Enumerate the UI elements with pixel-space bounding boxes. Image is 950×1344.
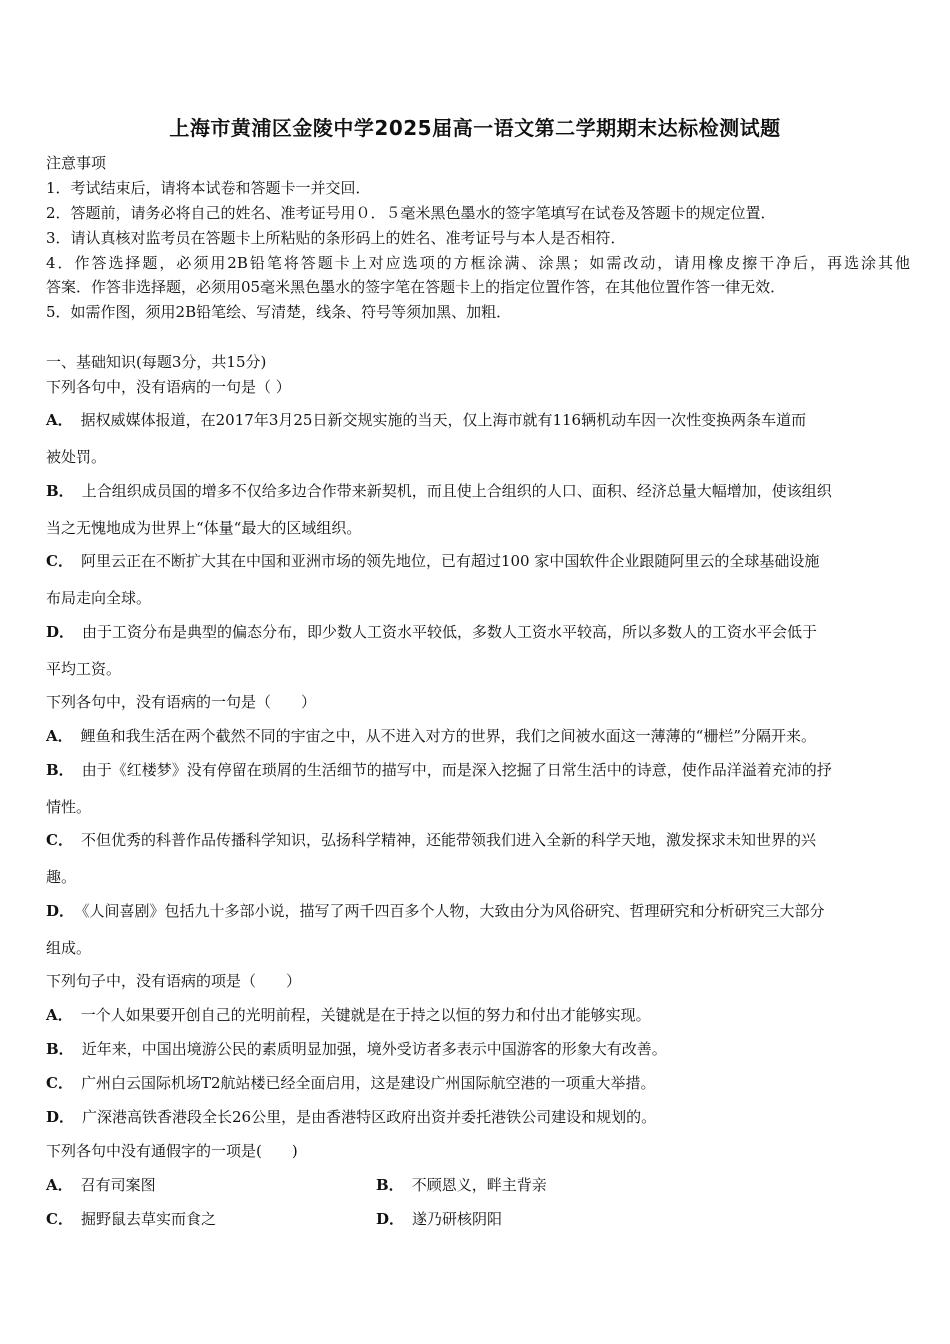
q1-c-label: C． bbox=[46, 552, 73, 570]
q2-option-b bbox=[46, 759, 910, 780]
notice-item-3: 3．请认真核对监考员在答题卡上所粘贴的条形码上的姓名、准考证号与本人是否相符． bbox=[46, 229, 626, 247]
notice-item-1: 1．考试结束后，请将本试卷和答题卡一并交回． bbox=[46, 179, 371, 197]
q3-stem: 下列句子中，没有语病的项是（ ） bbox=[46, 972, 302, 990]
q3-c-text: 广州白云国际机场T2航站楼已经全面启用，这是建设广州国际航空港的一项重大举措。 bbox=[80, 1074, 656, 1092]
notice-item-5: 5．如需作图，须用2B铅笔绘、写清楚，线条、符号等须加黑、加粗． bbox=[46, 303, 512, 321]
q2-stem: 下列各句中，没有语病的一句是（ ） bbox=[46, 693, 317, 711]
q4-option-b bbox=[376, 1174, 547, 1195]
q3-d-label: D． bbox=[46, 1108, 75, 1126]
q3-option-d bbox=[46, 1106, 910, 1127]
section-heading: 一、基础知识(每题3分，共15分) bbox=[46, 353, 267, 371]
q2-option-c bbox=[46, 829, 910, 850]
q4-c-label: C． bbox=[46, 1210, 73, 1228]
q1-option-c bbox=[46, 550, 910, 571]
q1-c-text: 阿里云正在不断扩大其在中国和亚洲市场的领先地位，已有超过100 家中国软件企业跟随阿里云的全球基础设施 bbox=[80, 552, 820, 570]
q1-option-d bbox=[46, 621, 910, 642]
q3-option-a bbox=[46, 1004, 910, 1025]
q2-b-label: B． bbox=[46, 761, 74, 779]
q1-d-label: D． bbox=[46, 623, 75, 641]
q2-c-text-cont: 趣。 bbox=[46, 868, 77, 886]
q2-c-text: 不但优秀的科普作品传播科学知识，弘扬科学精神，还能带领我们进入全新的科学天地，激发探求未知世界的兴 bbox=[80, 831, 816, 849]
q3-b-text: 近年来，中国出境游公民的素质明显加强，境外受访者多表示中国游客的形象大有改善。 bbox=[81, 1040, 667, 1058]
q3-a-text: 一个人如果要开创自己的光明前程，关键就是在于持之以恒的努力和付出才能够实现。 bbox=[80, 1006, 651, 1024]
q3-b-label: B． bbox=[46, 1040, 74, 1058]
q1-a-label: A． bbox=[46, 411, 73, 429]
q2-d-label: D． bbox=[46, 902, 75, 920]
q1-b-label: B． bbox=[46, 482, 74, 500]
q2-option-a bbox=[46, 725, 910, 746]
notice-item-4: 4．作答选择题，必须用2B铅笔将答题卡上对应选项的方框涂满、涂黑；如需改动，请用橡皮擦干净后，再选涂其他 bbox=[46, 254, 910, 272]
q2-b-text-cont: 情性。 bbox=[46, 798, 92, 816]
q1-c-text-cont: 布局走向全球。 bbox=[46, 589, 152, 607]
q1-option-a bbox=[46, 409, 910, 430]
q4-option-c bbox=[46, 1208, 216, 1229]
q2-a-label: A． bbox=[46, 727, 73, 745]
q4-d-label: D． bbox=[376, 1210, 405, 1228]
q4-b-label: B． bbox=[376, 1176, 404, 1194]
notice-item-2: 2．答题前，请务必将自己的姓名、准考证号用０．５毫米黑色墨水的签字笔填写在试卷及答题卡的规定位置． bbox=[46, 204, 776, 222]
q4-a-text: 召有司案图 bbox=[80, 1176, 156, 1194]
q2-c-label: C． bbox=[46, 831, 73, 849]
q1-stem: 下列各句中，没有语病的一句是（ ） bbox=[46, 378, 291, 396]
q1-a-text: 据权威媒体报道，在2017年3月25日新交规实施的当天，仅上海市就有116辆机动车因一次性变换两条车道而 bbox=[80, 411, 807, 429]
exam-title: 上海市黄浦区金陵中学2025届高一语文第二学期期末达标检测试题 bbox=[169, 116, 781, 140]
q2-option-d bbox=[46, 900, 910, 921]
q1-a-text-cont: 被处罚。 bbox=[46, 448, 107, 466]
notice-item-4-cont: 答案．作答非选择题，必须用05毫米黑色墨水的签字笔在答题卡上的指定位置作答，在其他位置作答一律无效． bbox=[46, 278, 786, 296]
q2-d-text-cont: 组成。 bbox=[46, 939, 92, 957]
q4-c-text: 掘野鼠去草实而食之 bbox=[80, 1210, 216, 1228]
q4-option-d bbox=[376, 1208, 502, 1229]
q4-d-text: 遂乃研核阴阳 bbox=[412, 1210, 503, 1228]
q4-a-label: A． bbox=[46, 1176, 73, 1194]
q2-d-text: 《人间喜剧》包括九十多部小说，描写了两千四百多个人物，大致由分为风俗研究、哲理研究和分析研究三大部分 bbox=[82, 902, 825, 920]
q3-a-label: A． bbox=[46, 1006, 73, 1024]
q1-b-text-cont: 当之无愧地成为世界上“体量“最大的区域组织。 bbox=[46, 519, 362, 537]
q2-a-text: 鲤鱼和我生活在两个截然不同的宇宙之中，从不进入对方的世界，我们之间被水面这一薄薄的“栅栏”分隔开来。 bbox=[80, 727, 816, 745]
q4-b-text: 不顾恩义，畔主背亲 bbox=[411, 1176, 547, 1194]
q3-option-c bbox=[46, 1072, 910, 1093]
q2-b-text: 由于《红楼梦》没有停留在琐屑的生活细节的描写中，而是深入挖掘了日常生活中的诗意，使作品洋溢着充沛的抒 bbox=[81, 761, 832, 779]
notice-heading: 注意事项 bbox=[46, 154, 107, 172]
q1-d-text-cont: 平均工资。 bbox=[46, 660, 122, 678]
q1-b-text: 上合组织成员国的增多不仅给多边合作带来新契机，而且使上合组织的人口、面积、经济总量大幅增加，使该组织 bbox=[81, 482, 832, 500]
q3-d-text: 广深港高铁香港段全长26公里，是由香港特区政府出资并委托港铁公司建设和规划的。 bbox=[82, 1108, 657, 1126]
q3-c-label: C． bbox=[46, 1074, 73, 1092]
q3-option-b bbox=[46, 1038, 910, 1059]
q1-d-text: 由于工资分布是典型的偏态分布，即少数人工资水平较低，多数人工资水平较高，所以多数人的工资水平会低于 bbox=[82, 623, 818, 641]
q4-option-a bbox=[46, 1174, 156, 1195]
q1-option-b bbox=[46, 480, 910, 501]
q4-stem: 下列各句中没有通假字的一项是( ) bbox=[46, 1142, 298, 1160]
